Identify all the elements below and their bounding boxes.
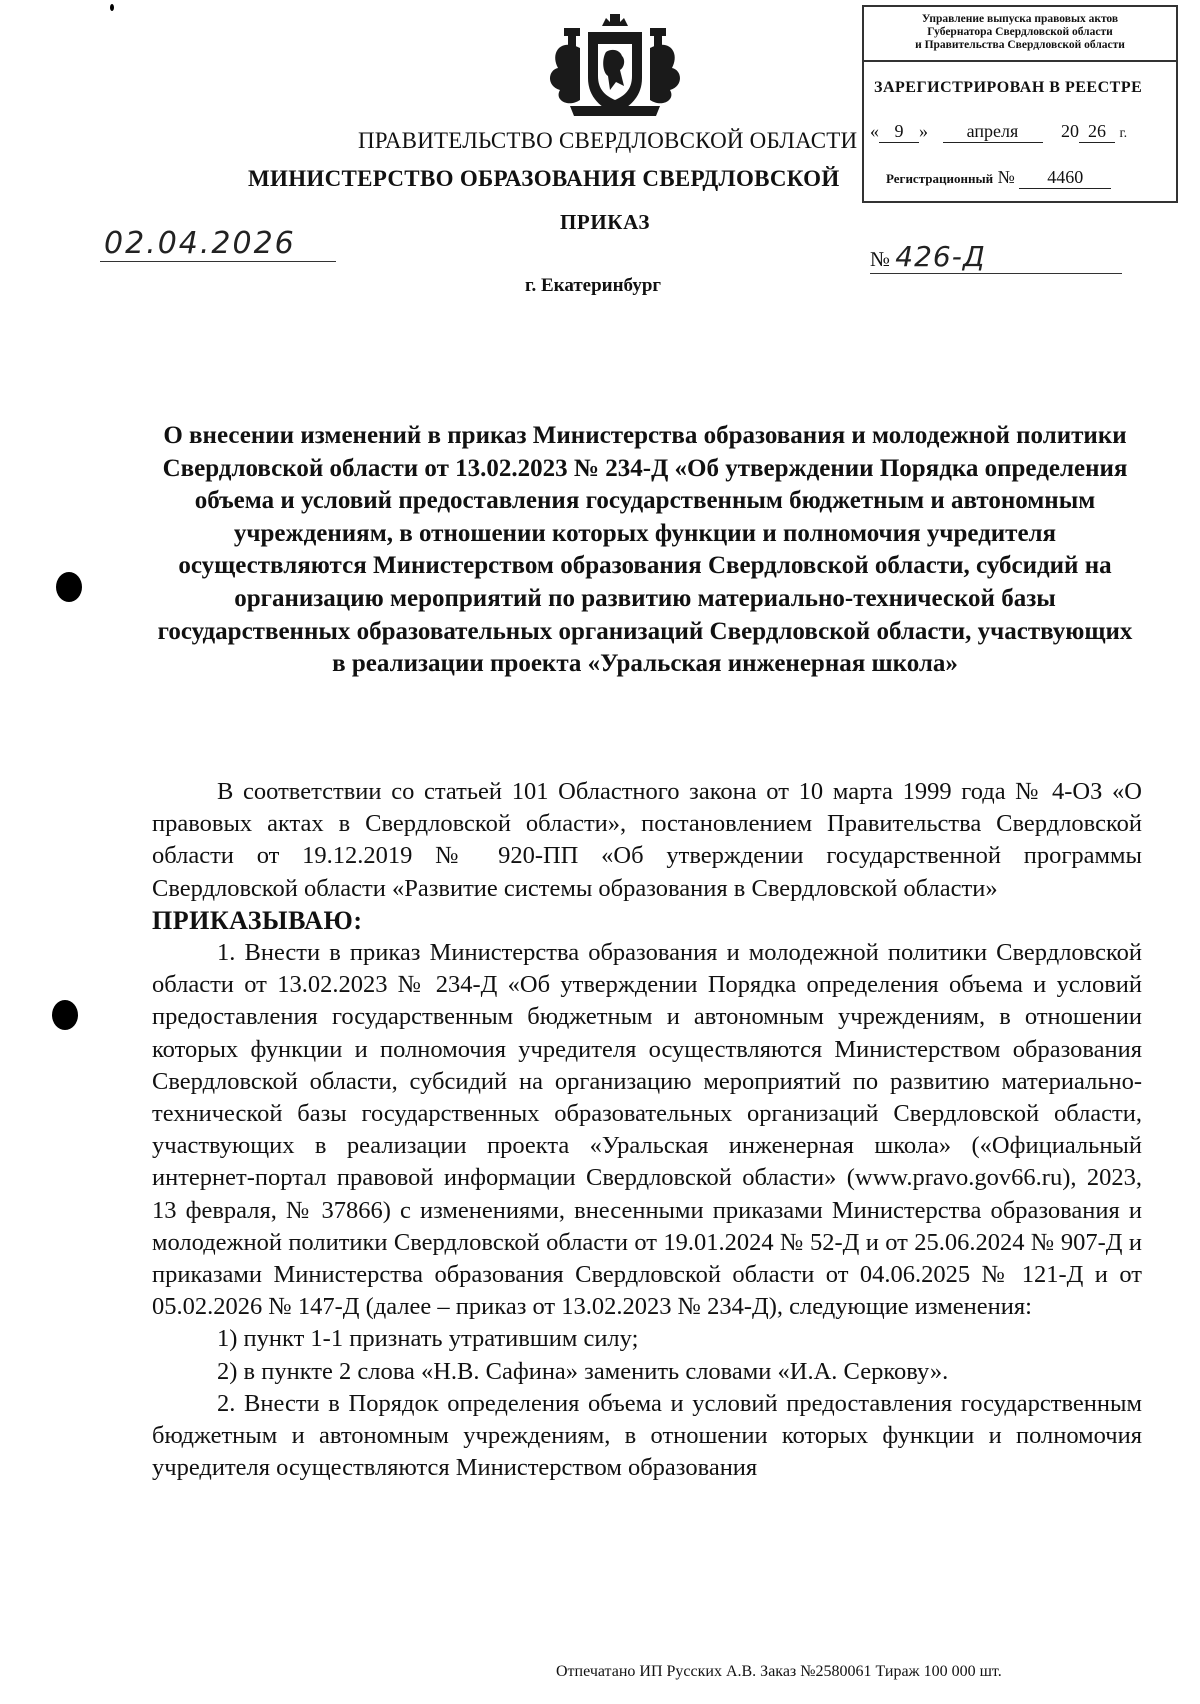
stamp-quote-open: « [870,121,879,141]
subitem-1-paragraph: 1) пункт 1-1 признать утратившим силу; [217,1325,639,1353]
item-1-paragraph: 1. Внести в приказ Министерства образования и молодежной политики Свердловской области от 13.02.2023 № 234-Д «Об утверждении Порядка определения объема и условий предоставления государственным бюджетным и автономным учреждениям, в отношении которых функции и полномочия учредителя осуществляются Министерством образования Свердловской области, субсидий на организацию мероприятий по развитию материально-технической базы государственных образовательных организаций Свердловской области, участвующих в реализации проекта «Уральская инженерная школа» («Официальный интернет-портал правовой информации Свердловской области» (www.pravo.gov66.ru), 2023, 13 февраля, № 37866) с изменениями, внесенными приказами Министерства образования и молодежной политики Свердловской области от 19.01.2024 № 52-Д и от 25.06.2024 № 907-Д и приказами Министерства образования Свердловской области от 04.06.2025 № 121-Д и от 05.02.2026 № 147-Д (далее – приказ от 13.02.2023 № 234-Д), следующие изменения: [152,939,1142,1321]
subitem-2-paragraph: 2) в пункте 2 слова «Н.В. Сафина» заменить словами «И.А. Серкову». [217,1357,949,1385]
stamp-office [864,13,1176,52]
stamp-month: апреля [943,121,1043,143]
stamp-office-line: Управление выпуска правовых актов [921,13,1119,25]
stamp-office-line: и Правительства Свердловской области [915,39,1125,51]
punch-hole-mark [56,572,82,602]
stamp-office-line: Губернатора Свердловской области [927,26,1113,38]
item-2-paragraph: 2. Внести в Порядок определения объема и условий предоставления государственным бюджетным и автономным учреждениям, в отношении которых функции и полномочия учредителя осуществляются Министерством образования [152,1389,1142,1482]
stamp-reg-number: 4460 [1019,167,1111,189]
stamp-year-prefix: 20 [1061,121,1079,141]
preamble-paragraph: В соответствии со статьей 101 Областного закона от 10 марта 1999 года № 4-ОЗ «О правовых актах в Свердловской области», постановлением Правительства Свердловской области от 19.12.2019 № 920-ПП «Об утверждении государственной программы Свердловской области «Развитие системы образования в Свердловской области» [152,778,1142,902]
order-word: ПРИКАЗЫВАЮ: [152,905,363,935]
stamp-quote-close: » [919,121,928,141]
handwritten-date: 02.04.2026 [100,226,336,262]
registry-stamp [862,5,1178,203]
handwritten-order-number: 426-Д [895,240,986,273]
order-title: О внесении изменений в приказ Министерства образования и молодежной политики Свердловской области от 13.02.2023 № 234-Д «Об утверждении Порядка определения объема и условий предоставления государственным бюджетным и автономным учреждениям, в отношении которых функции и полномочия учредителя осуществляются Министерством образования Свердловской области, субсидий на организацию мероприятий по развитию материально-технической базы государственных образовательных организаций Свердловской области, участвующих в реализации проекта «Уральская инженерная школа» [157,422,1133,678]
stamp-divider [864,60,1176,62]
stamp-reg-label: Регистрационный [886,171,994,186]
stamp-day: 9 [879,121,919,143]
stamp-date [870,121,1172,143]
stamp-registered-label: ЗАРЕГИСТРИРОВАН В РЕЕСТРЕ [874,79,1143,96]
document-type: ПРИКАЗ [560,210,651,234]
stamp-year-abbr: г. [1119,126,1128,141]
order-number-line [870,240,1122,274]
city: г. Екатеринбург [525,275,662,296]
punch-hole-mark [52,1000,78,1030]
order-number-sign: № [870,247,891,271]
stamp-year-suffix: 26 [1079,121,1115,143]
ministry-heading: МИНИСТЕРСТВО ОБРАЗОВАНИЯ СВЕРДЛОВСКОЙ [248,166,840,191]
coat-of-arms-emblem [540,8,690,120]
stamp-num-sign: № [997,167,1015,187]
scan-speck-mark [110,4,114,11]
printer-footer: Отпечатано ИП Русских А.В. Заказ №2580061 Тираж 100 000 шт. [556,1663,1002,1680]
document-body [152,776,1142,1484]
stamp-registration-number [886,167,1172,189]
government-heading: ПРАВИТЕЛЬСТВО СВЕРДЛОВСКОЙ ОБЛАСТИ [358,128,858,153]
